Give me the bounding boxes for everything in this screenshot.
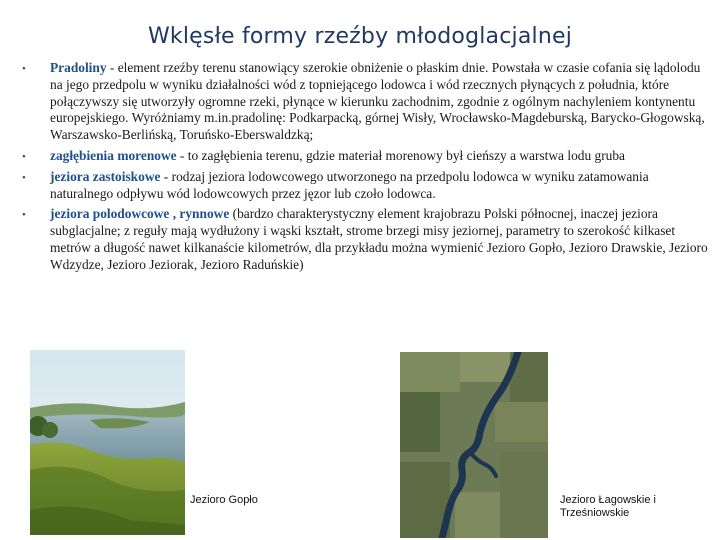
satellite-image (400, 352, 548, 538)
lake-goplo-photo (30, 350, 185, 535)
bullet-dot: • (22, 63, 26, 75)
lake-landscape-image (30, 350, 185, 535)
lakes-aerial-photo (400, 352, 548, 538)
slide-title: Wklęsłe formy rzeźby młodoglacjalnej (147, 24, 573, 49)
bullet-zaglebienia (22, 148, 712, 165)
caption-lagowskie-line1: Jezioro Łagowskie i (560, 494, 656, 506)
bullet-pradoliny (22, 60, 712, 144)
bullet-rynnowe (22, 206, 712, 273)
bullet-dot: • (22, 171, 26, 184)
caption-lagowskie-line2: Trześniowskie (560, 507, 630, 519)
caption-lagowskie (560, 494, 656, 520)
bullet-dot: • (22, 209, 26, 222)
caption-goplo: Jezioro Gopło (190, 494, 258, 506)
desc-zastoiskowe: - rodzaj jeziora lodowcowego utworzonego na przedpolu lodowca w wyniku zatamowania naturalnego odpływu wód lodowcowych przez jęzor lub czoło lodowca. (50, 168, 649, 201)
desc-rynnowe: (bardzo charakterystyczny element krajobrazu Polski północnej, inaczej jeziora subglacjalne; z reguły mają wydłużony i wąski kształt, strome brzegi misy jeziornej, parametry to szerokość kilkaset metrów a długość nawet kilkanaście kilometrów, dla przykładu można wymienić Jezioro Gopło, Jezioro Drawskie, Jezioro Wdzydze, Jezioro Jeziorak, Jezioro Raduńskie) (50, 206, 708, 272)
desc-pradoliny: - element rzeźby terenu stanowiący szerokie obniżenie o płaskim dnie. Powstała w czasie cofania się lądolodu na jego przedpolu w wyniku działalności wód z topniejącego lodowca i wód rzecznych płynących z południa, które połączywszy się utworzyły ogromne rzeki, płynące w kierunku zachodnim, zgodnie z ogólnym nachyleniem kontynentu europejskiego. Wyróżniamy m.in.pradolinę: Podkarpacką, górnej Wisły, Wrocławsko-Magdeburską, Barycko-Głogowską, Warszawsko-Berlińską, Toruńsko-Eberswaldzką; (50, 60, 705, 143)
bullet-dot: • (22, 150, 26, 163)
term-zastoiskowe: jeziora zastoiskowe (50, 168, 161, 184)
bullet-list (22, 60, 712, 278)
term-pradoliny: Pradoliny (50, 60, 107, 75)
desc-zaglebienia: - to zagłębienia terenu, gdzie materiał morenowy był cieńszy a warstwa lodu gruba (176, 147, 625, 163)
bullet-zastoiskowe (22, 169, 712, 203)
term-zaglebienia: zagłębienia morenowe (50, 147, 177, 163)
term-rynnowe: jeziora polodowcowe , rynnowe (50, 206, 230, 222)
